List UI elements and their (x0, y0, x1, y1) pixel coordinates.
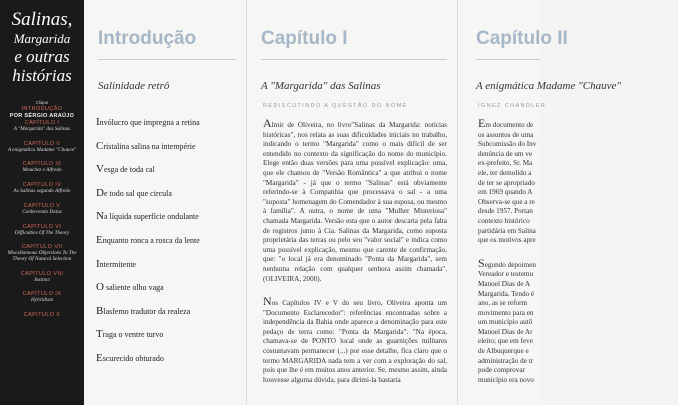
paragraph: Nos Capítulos IV e V do seu livro, Oliveira aponta um "Documento Esclarecedor": referências encontradas sobre a independência da Bahia onde aparece a denominação para este pedaço de terra como: "Ponta da Margarida". "Na época, chamava-se de PONTO local onde as guarnições militares costumavam permanecer (...) por esse detalhe, fica claro que o termo MARGARIDA nada tem a ver com a exploração do sal, pois que lhe é em muitos anos anterior. Se, mesmo assim, ainda houvesse alguma dúvida, para dirimi-la bastaria (263, 294, 447, 384)
initial-letter: N (96, 210, 104, 223)
poem-line (96, 305, 246, 317)
chapter-1-heading: Capítulo I (261, 28, 348, 49)
initial-letter: E (96, 233, 103, 246)
chapter-2-column (458, 0, 621, 405)
poem-line (96, 352, 246, 364)
chapter-2-heading: Capítulo II (476, 28, 568, 49)
toc-item-capitulo-8[interactable]: CAPÍTULO VIII (20, 270, 64, 277)
toc-item-capitulo-7[interactable]: CAPÍTULO VII (21, 244, 63, 251)
initial-letter: V (96, 163, 104, 176)
toc-item-capitulo-4[interactable]: CAPÍTULO IV (22, 182, 62, 189)
poem-line (96, 281, 246, 293)
poem-line-text: Enquanto ronca a rosca da lente (96, 233, 200, 246)
poem-line-text: Intermitente (96, 257, 137, 270)
toc-item-capitulo-10[interactable]: CAPÍTULO X (23, 312, 61, 319)
toc-subtitle: Mouchez e Alfredo (22, 167, 62, 174)
chapter-1-column (247, 0, 458, 405)
poem-line-text: Cristalina salina na intempérie (96, 139, 196, 152)
toc-subtitle: A enigmática Madame "Chauve" (7, 146, 77, 153)
chapter-2-kicker: IGNEZ CHANDLER (478, 103, 547, 109)
toc-item-capitulo-2[interactable]: CAPÍTULO II (23, 140, 61, 147)
poem (96, 116, 246, 364)
initial-letter: S (478, 255, 485, 270)
poem-line (96, 328, 246, 340)
initial-letter: O (96, 281, 104, 294)
poem-line-text: Traga o ventre turvo (96, 328, 164, 341)
initial-letter: I (96, 257, 100, 270)
initial-letter: E (478, 116, 486, 130)
book-title-line3: e outras (14, 46, 70, 66)
poem-line-text: Invólucro que impregna a retina (96, 116, 200, 128)
poem-line (96, 163, 246, 175)
initial-letter: D (96, 186, 104, 199)
toc-item-introducao[interactable]: INTRODUÇÃO (21, 106, 63, 112)
poem-line (96, 187, 246, 199)
book-title-line4: histórias (12, 66, 72, 86)
poem-line (96, 258, 246, 270)
book-title-line1: Salinas, (11, 9, 73, 30)
chapter-1-kicker: REDISCUTINDO A QUESTÃO DO NOME (263, 103, 408, 109)
toc-subtitle: Conhecendo Datas (22, 208, 62, 215)
poem-line-text: De todo sal que circula (96, 186, 172, 199)
initial-letter: A (263, 116, 272, 130)
toc-subtitle: Instinct (34, 276, 50, 283)
initial-letter: I (96, 116, 100, 128)
toc-item-capitulo-9[interactable]: CAPÍTULO IX (22, 291, 62, 298)
poem-line-text: O saliente olho vaga (96, 281, 164, 294)
toc-item-capitulo-3[interactable]: CAPÍTULO III (22, 161, 62, 168)
toc-subtitle: Miscellaneous Objections To The Theory Of Natural Selection (7, 250, 77, 263)
intro-column (84, 0, 247, 405)
toc-item-capitulo-6[interactable]: CAPÍTULO VI (22, 223, 62, 230)
chapter-1-subtitle: A "Margarida" das Salinas (261, 80, 381, 92)
toc-subtitle: Difficulties Of The Theory (14, 229, 70, 236)
poem-line-text: Vesga de toda cal (96, 163, 155, 176)
initial-letter: T (96, 328, 103, 341)
initial-letter: N (263, 294, 272, 309)
toc-item-capitulo-5[interactable]: CAPÍTULO V (23, 202, 61, 209)
initial-letter: B (96, 304, 104, 317)
chapter-1-body (263, 116, 447, 385)
sidebar-toc (0, 0, 84, 405)
intro-heading: Introdução (98, 28, 197, 49)
chapter-2-body (478, 116, 678, 385)
book-title-line2: Margarida (13, 30, 71, 46)
poem-line (96, 210, 246, 222)
divider (98, 59, 236, 60)
poem-line (96, 234, 246, 246)
intro-subtitle: Salinidade retrô (98, 80, 170, 92)
initial-letter: E (96, 351, 103, 364)
toc-author: POR SÉRGIO ARAÚJO (9, 113, 75, 119)
poem-line-text: Blasfemo tradutor da realeza (96, 304, 191, 317)
poem-line-text: Na líquida superfície ondulante (96, 210, 199, 223)
book-title (4, 10, 80, 85)
poem-line (96, 116, 246, 128)
toc-item-capitulo-1[interactable]: CAPÍTULO I (24, 120, 60, 126)
toc-small-label: Clique (35, 100, 49, 105)
divider (476, 59, 540, 60)
toc-subtitle: As Salinas segundo Alfredo (13, 188, 71, 195)
poem-line (96, 140, 246, 152)
initial-letter: C (96, 139, 104, 152)
poem-line-text: Escurecido obturado (96, 351, 164, 364)
table-of-contents (0, 100, 84, 318)
paragraph: Segundo depoimen Vereador e testemu Manoel Dias de A Margarida. Tendo é ano, as se reform movimento para en um município autô Manoel Dias de Ar eleito; que em feve de Albuquerque e administração de tr pode comprovar município era novo (478, 255, 536, 384)
toc-subtitle: Hybridism (31, 297, 53, 304)
chapter-2-subtitle: A enigmática Madame "Chauve" (476, 80, 621, 92)
paragraph: Almir de Oliveira, no livro"Salinas da Margarida: notícias históricas", nos relata as suas dificuldades iniciais no trabalho, indicando o termo "Margarida" como o mais difícil de ser entendido no contexto da significação do nome do município. Elege então duas versões para uma possível explicação: uma, que ele chamou de "Versão Romântica" a que atribui o nome "Margarida" - já que o termo "Salinas" está obviamente referindo-se à Companhia que processava o sal - a uma "suposta" homenagem do Comendador à sua esposa, ou mesmo à família". A outra, o nome de uma "Mulher Misteriosa" chamada Margarida. Versão esta que o autor descarta pela falta de registros junto à Cia. Salinas da Margarida, como suposta proprietária das terras ou pelo seu "valor social" e indica como uma possível explicação, mesmo que carente de confirmação, que: "o local já era denominado "Ponta da Margarida", sem nenhuma relação com qualquer senhora assim chamada". (OLIVEIRA, 2000). (263, 116, 447, 283)
paragraph: Em documento de os assuntos de uma Subcomissão do Inv denúncia de um ve ex-prefeito, Sr. Ma ele, ter demolido a de ter se apropriado em 1969 quando A Observa-se que a re desde 1957. Portan contexto histórico partidária em Salina que os motivos apre (478, 116, 537, 245)
divider (261, 59, 447, 60)
toc-subtitle: A "Margarida" das Salinas (13, 126, 71, 132)
